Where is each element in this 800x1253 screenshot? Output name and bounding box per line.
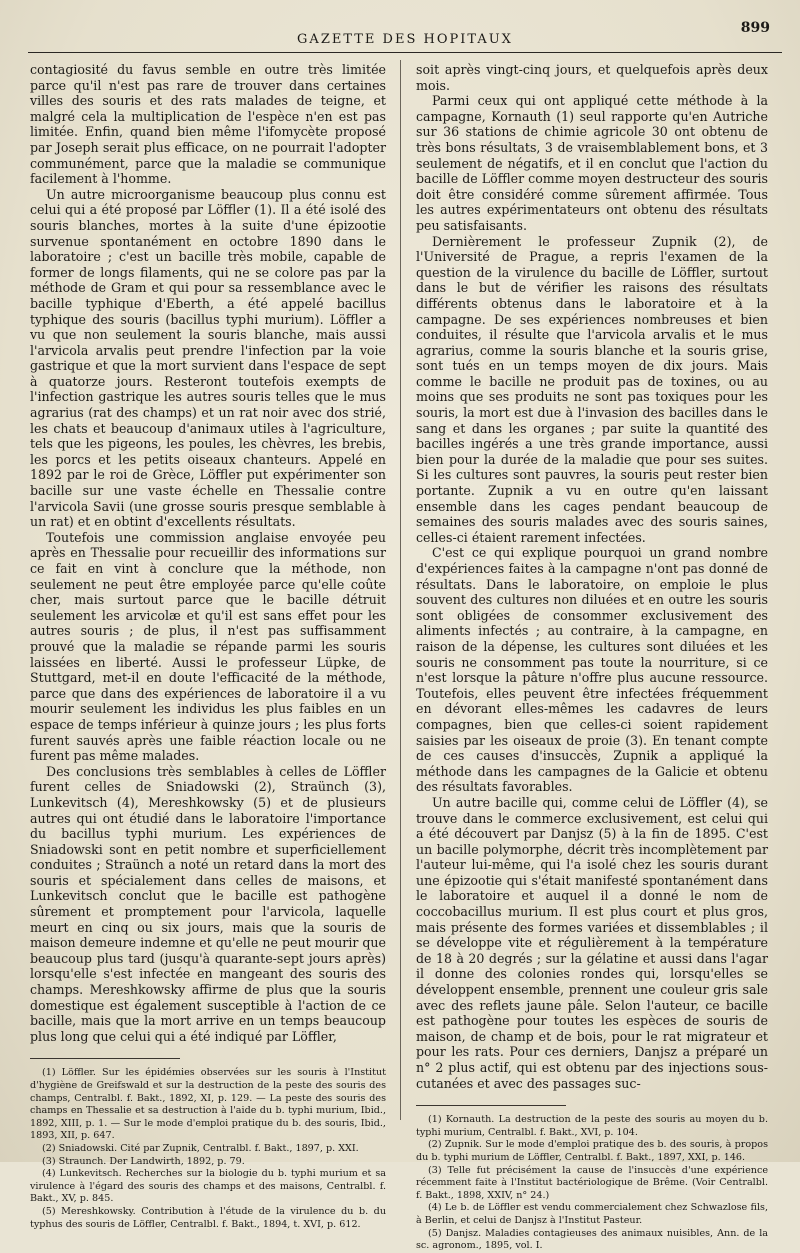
right-column-text xyxy=(416,62,768,1091)
page-header xyxy=(28,18,782,58)
page-number: 899 xyxy=(740,20,770,36)
left-footnotes xyxy=(30,1067,386,1231)
paragraph: Toutefois une commission anglaise envoyée peu après en Thessalie pour recueillir des informations sur ce fait en vint à conclure que la méthode, non seulement ne peut être employée parce qu'elle coûte cher, mais surtout parce que le bacille détruit seulement les arvicolæ et qu'il est sans effet pour les autres souris ; de plus, il n'est pas suffisamment prouvé que la maladie se répande parmi les souris laissées en liberté. Aussi le professeur Lüpke, de Stuttgard, met-il en doute l'efficacité de la méthode, parce que dans des expériences de laboratoire il a vu mourir seulement les individus les plus faibles en un espace de temps inférieur à quinze jours ; les plus forts furent sauvés après une faible réaction locale ou ne furent pas même malades. xyxy=(30,529,386,764)
footnote-rule xyxy=(416,1105,566,1106)
footnote: (4) Le b. de Löffler est vendu commercialement chez Schwazlose fils, à Berlin, et celui de Danjsz à l'Institut Pasteur. xyxy=(416,1202,768,1226)
footnote: (5) Danjsz. Maladies contagieuses des animaux nuisibles, Ann. de la sc. agronom., 1895, vol. I. xyxy=(416,1227,768,1252)
left-column xyxy=(30,62,386,1231)
column-divider xyxy=(400,60,401,1120)
footnote: (3) Straunch. Der Landwirth, 1892, p. 79. xyxy=(42,1155,245,1167)
right-column xyxy=(416,62,768,1253)
paragraph: Des conclusions très semblables à celles de Löffler furent celles de Sniadowski (2), Straünch (3), Lunkevitsch (4), Mereshkowsky (5) et de plusieurs autres qui ont étudié dans le laboratoire l'importance du bacillus typhi murium. Les expériences de Sniadowski sont en petit nombre et superficiellement conduites ; Straünch a noté un retard dans la mort des souris et spécialement dans celles de maisons, et Lunkevitsch conclut que le bacille est pathogène sûrement et promptement pour l'arvicola, laquelle meurt en cinq ou six jours, mais que la souris de maison demeure indemne et qu'elle ne peut mourir que beaucoup plus tard (jusqu'à quarante-sept jours après) lorsqu'elle s'est infectée en mangeant des souris des champs. Mereshkowsky affirme de plus que la souris domestique est également susceptible à l'action de ce bacille, mais que la mort arrive en un temps beaucoup plus long que celui qui a été indiqué par Löffler, xyxy=(30,763,387,1044)
footnote: (2) Sniadowski. Cité par Zupnik, Centralbl. f. Bakt., 1897, p. XXI. xyxy=(42,1142,359,1154)
paragraph: contagiosité du favus semble en outre très limitée parce qu'il n'est pas rare de trouver dans certaines villes des souris et des rats malades de teigne, et malgré cela la multiplication de l'espèce n'en est pas limitée. Enfin, quand bien même l'ifomycète proposé par Joseph serait plus efficace, on ne pourrait l'adopter communément, parce que la maladie se communique facilement à l'homme. xyxy=(30,62,386,187)
paragraph: Un autre microorganisme beaucoup plus connu est celui qui a été proposé par Löffler (1). Il a été isolé des souris blanches, mortes à la suite d'une épizootie survenue spontanément en octobre 1890 dans le laboratoire ; c'est un bacille très mobile, capable de former de longs filaments, qui ne se colore pas par la méthode de Gram et qui pour sa ressemblance avec le bacille typhique d'Eberth, a été appelé bacillus typhique des souris (bacillus typhi murium). Löffler a vu que non seulement la souris blanche, mais aussi l'arvicola arvalis peut prendre l'infection par la voie gastrique et que la mort survient dans l'espace de sept à quatorze jours. Resteront toutefois exempts de l'infection gastrique les autres souris telles que le mus agrarius (rat des champs) et un rat noir avec dos strié, les chats et beaucoup d'animaux utiles à l'agriculture, tels que les pigeons, les poules, les chèvres, les brebis, les porcs et les petits oiseaux chanteurs. Appelé en 1892 par le roi de Grèce, Löffler put expérimenter son bacille sur une vaste échelle en Thessalie contre l'arvicola Savii (une grosse souris presque semblable à un rat) et en obtint d'excellents résultats. xyxy=(30,186,386,530)
right-footnotes xyxy=(416,1114,768,1253)
footnote: (5) Mereshkowsky. Contribution à l'étude de la virulence du b. du typhus des souris de Löffler, Centralbl. f. Bakt., 1894, t. XVI, p. 612. xyxy=(30,1205,386,1230)
footnote: (4) Lunkevitsch. Recherches sur la biologie du b. typhi murium et sa virulence à l'égard des souris des champs et des maisons, Centralbl. f. Bakt., XV, p. 845. xyxy=(30,1168,386,1205)
paragraph: soit après vingt-cinq jours, et quelquefois après deux mois. xyxy=(416,62,768,93)
footnote: (2) Zupnik. Sur le mode d'emploi pratique des b. des souris, à propos du b. typhi murium de Löffler, Centralbl. f. Bakt., 1897, XXI, p. 146. xyxy=(416,1139,768,1163)
paragraph: C'est ce qui explique pourquoi un grand nombre d'expériences faites à la campagne n'ont pas donné de résultats. Dans le laboratoire, on emploie le plus souvent des cultures non diluées et en outre les souris sont obligées de consommer exclusivement des aliments infectés ; au contraire, à la campagne, en raison de la dépense, les cultures sont diluées et les souris ne consomment pas toute la nourriture, si ce n'est lorsque la pâture n'offre plus aucune ressource. Toutefois, elles peuvent être infectées fréquemment en dévorant elles-mêmes les cadavres de leurs compagnes, bien que celles-ci soient rapidement saisies par les oiseaux de proie (3). En tenant compte de ces causes d'insuccès, Zupnik a appliqué la méthode dans les campagnes de la Galicie et obtenu des résultats favorables. xyxy=(416,545,768,795)
paragraph: Parmi ceux qui ont appliqué cette méthode à la campagne, Kornauth (1) seul rapporte qu'en Autriche sur 36 stations de chimie agricole 30 ont obtenu de très bons résultats, 3 de vraisemblablement bons, et 3 seulement de négatifs, et il en conclut que l'action du bacille de Löffler comme moyen destructeur des souris doit être considéré comme sûrement affirmée. Tous les autres expérimentateurs ont obtenu des résultats peu satisfaisants. xyxy=(416,93,768,233)
paragraph: Un autre bacille qui, comme celui de Löffler (4), se trouve dans le commerce exclusivement, est celui qui a été découvert par Danjsz (5) à la fin de 1895. C'est un bacille polymorphe, décrit très incomplètement par l'auteur lui-même, qui l'a isolé chez les souris durant une épizootie qui s'était manifesté spontanément dans le laboratoire et auquel il a donné le nom de coccobacillus murium. Il est plus court et plus gros, mais présente des formes variées et dissemblables ; il se développe vite et régulièrement à la température de 18 à 20 degrés ; sur la gélatine et aussi dans l'agar il donne des colonies rondes qui, lorsqu'elles se développent ensemble, prennent une couleur gris sale avec des reflets jaune pâle. Selon l'auteur, ce bacille est pathogène pour toutes les espèces de souris de maison, de champ et de bois, pour le rat migrateur et pour les rats. Pour ces derniers, Danjsz a préparé un n° 2 plus actif, qui est obtenu par des injections sous-cutanées et avec des passages suc- xyxy=(416,794,768,1091)
journal-title: GAZETTE DES HOPITAUX xyxy=(297,32,513,47)
footnote: (1) Kornauth. La destruction de la peste des souris au moyen du b. typhi murium, Centralbl. f. Bakt., XVI, p. 104. xyxy=(416,1114,768,1138)
footnote: (3) Telle fut précisément la cause de l'insuccès d'une expérience récemment faite à l'Institut bactériologique de Brême. (Voir Centralbl. f. Bakt., 1898, XXIV, n° 24.) xyxy=(416,1164,768,1201)
header-rule xyxy=(28,52,782,53)
footnote: (1) Löffler. Sur les épidémies observées sur les souris à l'Institut d'hygiène de Greifswald et sur la destruction de la peste des souris des champs, Centralbl. f. Bakt., 1892, XI, p. 129. — La peste des souris des champs en Thessalie et sa destruction à l'aide du b. typhi murium, Ibid., 1892, XIII, p. 1. — Sur le mode d'emploi pratique du b. des souris, Ibid., 1893, XII, p. 647. xyxy=(30,1067,386,1142)
paragraph: Dernièrement le professeur Zupnik (2), de l'Université de Prague, a repris l'examen de la question de la virulence du bacille de Löffler, surtout dans le but de vérifier les raisons des résultats différents obtenus dans le laboratoire et à la campagne. De ses expériences nombreuses et bien conduites, il résulte que l'arvicola arvalis et le mus agrarius, comme la souris blanche et la souris grise, sont tués en un temps moyen de dix jours. Mais comme le bacille ne produit pas de toxines, ou au moins que ses produits ne sont pas toxiques pour les souris, la mort est due à l'invasion des bacilles dans le sang et dans les organes ; par suite la quantité des bacilles ingérés a une très grande importance, aussi bien pour la durée de la maladie que pour ses suites. Si les cultures sont pauvres, la souris peut rester bien portante. Zupnik a vu en outre qu'en laissant ensemble dans les cages pendant beaucoup de semaines des souris malades avec des souris saines, celles-ci étaient rarement infectées. xyxy=(416,233,768,545)
footnote-rule xyxy=(30,1058,180,1059)
left-column-text xyxy=(30,62,386,1044)
